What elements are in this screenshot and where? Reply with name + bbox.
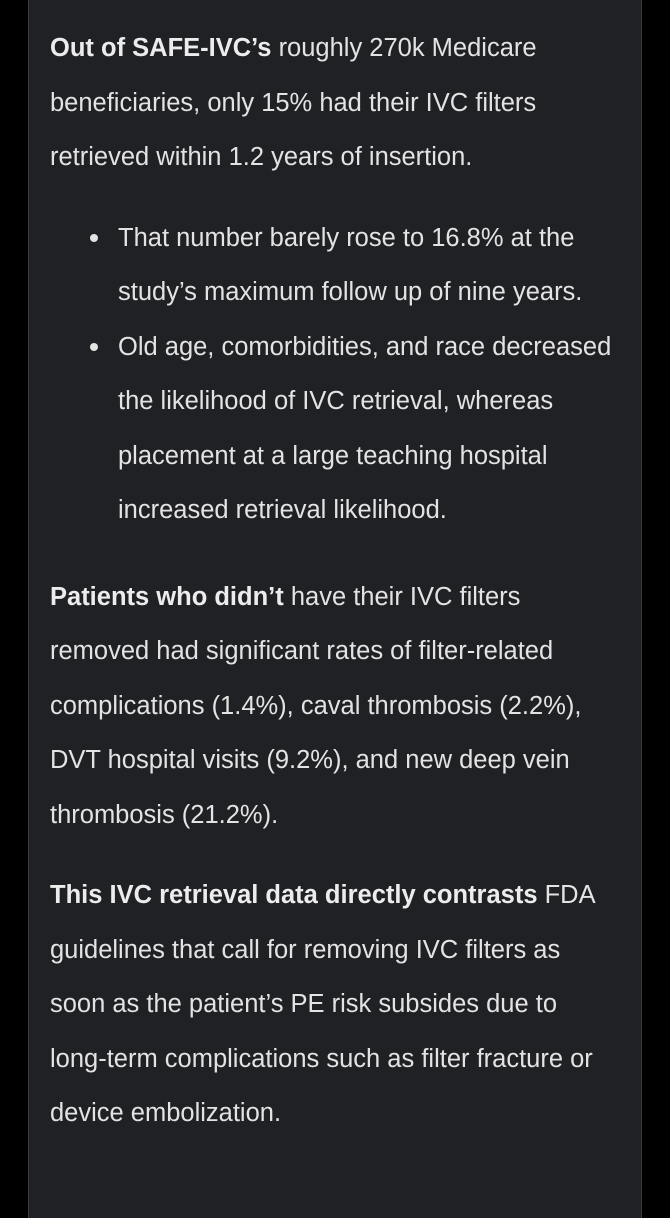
paragraph-lead-bold: This IVC retrieval data directly contrasts — [50, 881, 538, 909]
paragraph-lead-bold: Out of SAFE-IVC’s — [50, 34, 272, 62]
list-item-text: Old age, comorbidities, and race decreased the likelihood of IVC retrieval, whereas placement at a large teaching hospital increased retrieval likelihood. — [118, 332, 612, 524]
paragraph-text: have their IVC filters removed had significant rates of filter-related complications (1.4%), caval thrombosis (2.2%), DVT hospital visits (9.2%), and new deep vein thrombosis (21.2%). — [50, 582, 582, 829]
paragraph-retrieval-rate — [50, 21, 620, 185]
article-content — [50, 21, 620, 1141]
bullet-list — [50, 211, 620, 538]
list-item-text: That number barely rose to 16.8% at the study’s maximum follow up of nine years. — [118, 223, 583, 306]
list-item — [50, 211, 620, 320]
list-item — [50, 320, 620, 538]
paragraph-text: roughly 270k Medicare beneficiaries, only 15% had their IVC filters retrieved within 1.2 years of insertion. — [50, 34, 537, 171]
paragraph-complications — [50, 570, 620, 843]
article-card — [28, 0, 642, 1218]
paragraph-lead-bold: Patients who didn’t — [50, 582, 284, 611]
bullet-dot-icon — [90, 234, 98, 242]
bullet-dot-icon — [90, 343, 98, 351]
paragraph-fda-guidelines — [50, 868, 620, 1141]
paragraph-text: FDA guidelines that call for removing IVC filters as soon as the patient’s PE risk subsides due to long-term complications such as filter fracture or device embolization. — [50, 881, 595, 1127]
